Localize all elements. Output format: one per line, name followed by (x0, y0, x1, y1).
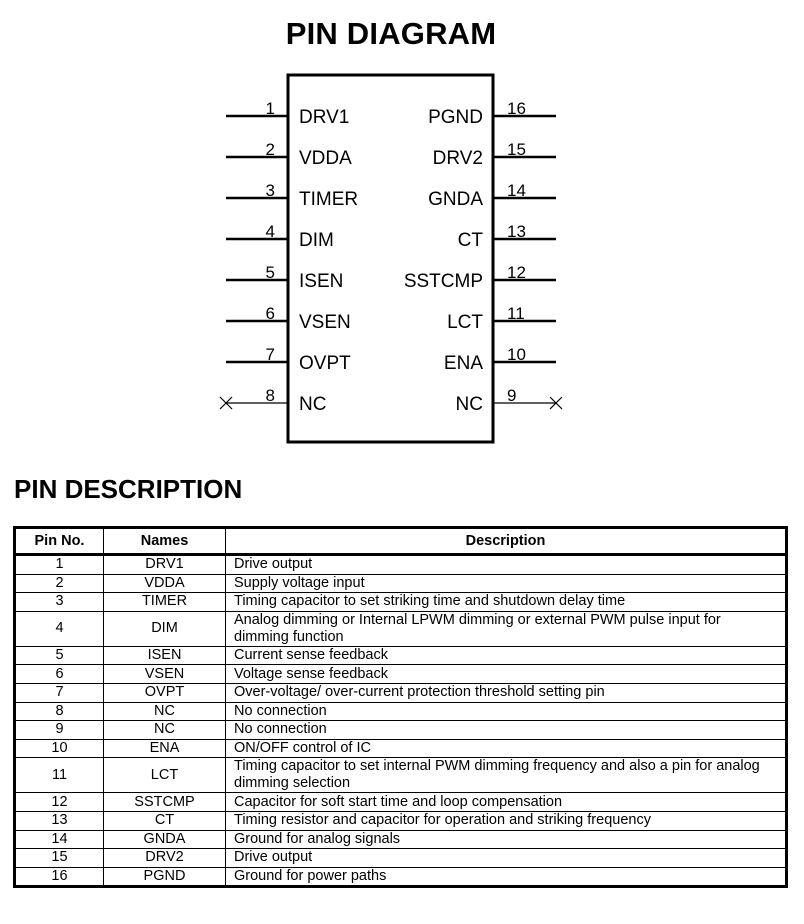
pin-name-label: NC (455, 394, 483, 415)
table-row (15, 793, 787, 812)
pin-description-cell: Ground for analog signals (226, 830, 787, 849)
pin-number-label: 7 (265, 345, 275, 364)
pin-description-cell: No connection (226, 702, 787, 721)
pin-name-label: ENA (443, 353, 483, 374)
pin-name-cell: NC (104, 702, 226, 721)
pin-description-cell: Timing capacitor to set internal PWM dimming frequency and also a pin for analog dimming selection (226, 758, 787, 793)
pin-name-cell: PGND (104, 867, 226, 887)
pin-description-cell: Capacitor for soft start time and loop compensation (226, 793, 787, 812)
table-row (15, 830, 787, 849)
pin-number-label: 9 (507, 386, 517, 405)
header-names: Names (104, 528, 226, 555)
pin-name-cell: SSTCMP (104, 793, 226, 812)
pin-name-label: DIM (299, 230, 334, 251)
pin-name-label: VSEN (299, 312, 351, 333)
pin-description-cell: Voltage sense feedback (226, 665, 787, 684)
pin-number-label: 5 (265, 263, 275, 282)
table-row (15, 867, 787, 887)
pin-name-label: CT (457, 230, 483, 251)
pin-description-cell: No connection (226, 721, 787, 740)
pin-diagram-title: PIN DIAGRAM (285, 16, 497, 51)
table-row (15, 574, 787, 593)
pin-number-cell: 15 (15, 849, 104, 868)
pin-number-cell: 12 (15, 793, 104, 812)
pin-number-label: 14 (507, 181, 526, 200)
pin-name-cell: VSEN (104, 665, 226, 684)
pin-description-cell: Drive output (226, 555, 787, 575)
ic-pin-diagram (0, 60, 804, 450)
pin-number-label: 15 (507, 140, 526, 159)
pin-name-cell: TIMER (104, 593, 226, 612)
table-row (15, 665, 787, 684)
table-row (15, 593, 787, 612)
pin-name-label: PGND (428, 107, 483, 128)
pin-name-label: SSTCMP (403, 271, 483, 292)
pin-name-cell: DRV2 (104, 849, 226, 868)
table-row (15, 702, 787, 721)
table-row (15, 811, 787, 830)
pin-number-label: 13 (507, 222, 526, 241)
pin-name-cell: NC (104, 721, 226, 740)
pin-name-label: NC (299, 394, 327, 415)
pin-number-label: 16 (507, 99, 526, 118)
table-row (15, 721, 787, 740)
pin-description-cell: Timing resistor and capacitor for operation and striking frequency (226, 811, 787, 830)
pin-name-cell: DIM (104, 611, 226, 646)
table-row (15, 739, 787, 758)
pin-number-cell: 13 (15, 811, 104, 830)
pin-name-cell: DRV1 (104, 555, 226, 575)
header-description: Description (226, 528, 787, 555)
pin-number-cell: 6 (15, 665, 104, 684)
pin-name-cell: VDDA (104, 574, 226, 593)
pin-name-cell: OVPT (104, 683, 226, 702)
pin-description-cell: Current sense feedback (226, 646, 787, 665)
table-row (15, 683, 787, 702)
pin-name-label: ISEN (299, 271, 344, 292)
pin-number-label: 6 (265, 304, 275, 323)
pin-name-label: DRV1 (299, 107, 350, 128)
pin-number-cell: 11 (15, 758, 104, 793)
table-row (15, 555, 787, 575)
pin-number-cell: 1 (15, 555, 104, 575)
ic-package-body (288, 75, 493, 442)
table-row (15, 758, 787, 793)
pin-description-title: PIN DESCRIPTION (14, 474, 243, 504)
pin-number-cell: 8 (15, 702, 104, 721)
pin-number-label: 2 (265, 140, 275, 159)
pin-name-label: LCT (447, 312, 483, 333)
pin-number-cell: 10 (15, 739, 104, 758)
table-row (15, 611, 787, 646)
pin-number-cell: 2 (15, 574, 104, 593)
pin-name-label: DRV2 (432, 148, 483, 169)
pin-number-label: 12 (507, 263, 526, 282)
pin-number-cell: 4 (15, 611, 104, 646)
pin-name-cell: CT (104, 811, 226, 830)
pin-number-label: 10 (507, 345, 526, 364)
pin-name-label: OVPT (299, 353, 351, 374)
pin-name-cell: ENA (104, 739, 226, 758)
pin-number-label: 1 (265, 99, 275, 118)
pin-number-cell: 7 (15, 683, 104, 702)
pin-name-label: GNDA (428, 189, 483, 210)
pin-description-table (13, 526, 788, 888)
pin-name-label: VDDA (299, 148, 352, 169)
table-header-row (15, 528, 787, 555)
table-row (15, 849, 787, 868)
pin-number-label: 8 (265, 386, 275, 405)
pin-name-cell: LCT (104, 758, 226, 793)
pin-number-cell: 5 (15, 646, 104, 665)
pin-description-cell: Timing capacitor to set striking time and shutdown delay time (226, 593, 787, 612)
pin-description-cell: Ground for power paths (226, 867, 787, 887)
pin-number-cell: 14 (15, 830, 104, 849)
pin-number-cell: 9 (15, 721, 104, 740)
pin-number-label: 4 (265, 222, 275, 241)
pin-number-cell: 16 (15, 867, 104, 887)
pin-description-cell: Over-voltage/ over-current protection threshold setting pin (226, 683, 787, 702)
pin-number-label: 3 (265, 181, 275, 200)
pin-name-label: TIMER (299, 189, 359, 210)
pin-description-cell: Analog dimming or Internal LPWM dimming or external PWM pulse input for dimming function (226, 611, 787, 646)
pin-name-cell: ISEN (104, 646, 226, 665)
pin-number-cell: 3 (15, 593, 104, 612)
pin-description-cell: Drive output (226, 849, 787, 868)
pin-number-label: 11 (507, 304, 525, 323)
pin-description-cell: Supply voltage input (226, 574, 787, 593)
pin-description-cell: ON/OFF control of IC (226, 739, 787, 758)
pin-name-cell: GNDA (104, 830, 226, 849)
table-row (15, 646, 787, 665)
header-pin-no: Pin No. (15, 528, 104, 555)
